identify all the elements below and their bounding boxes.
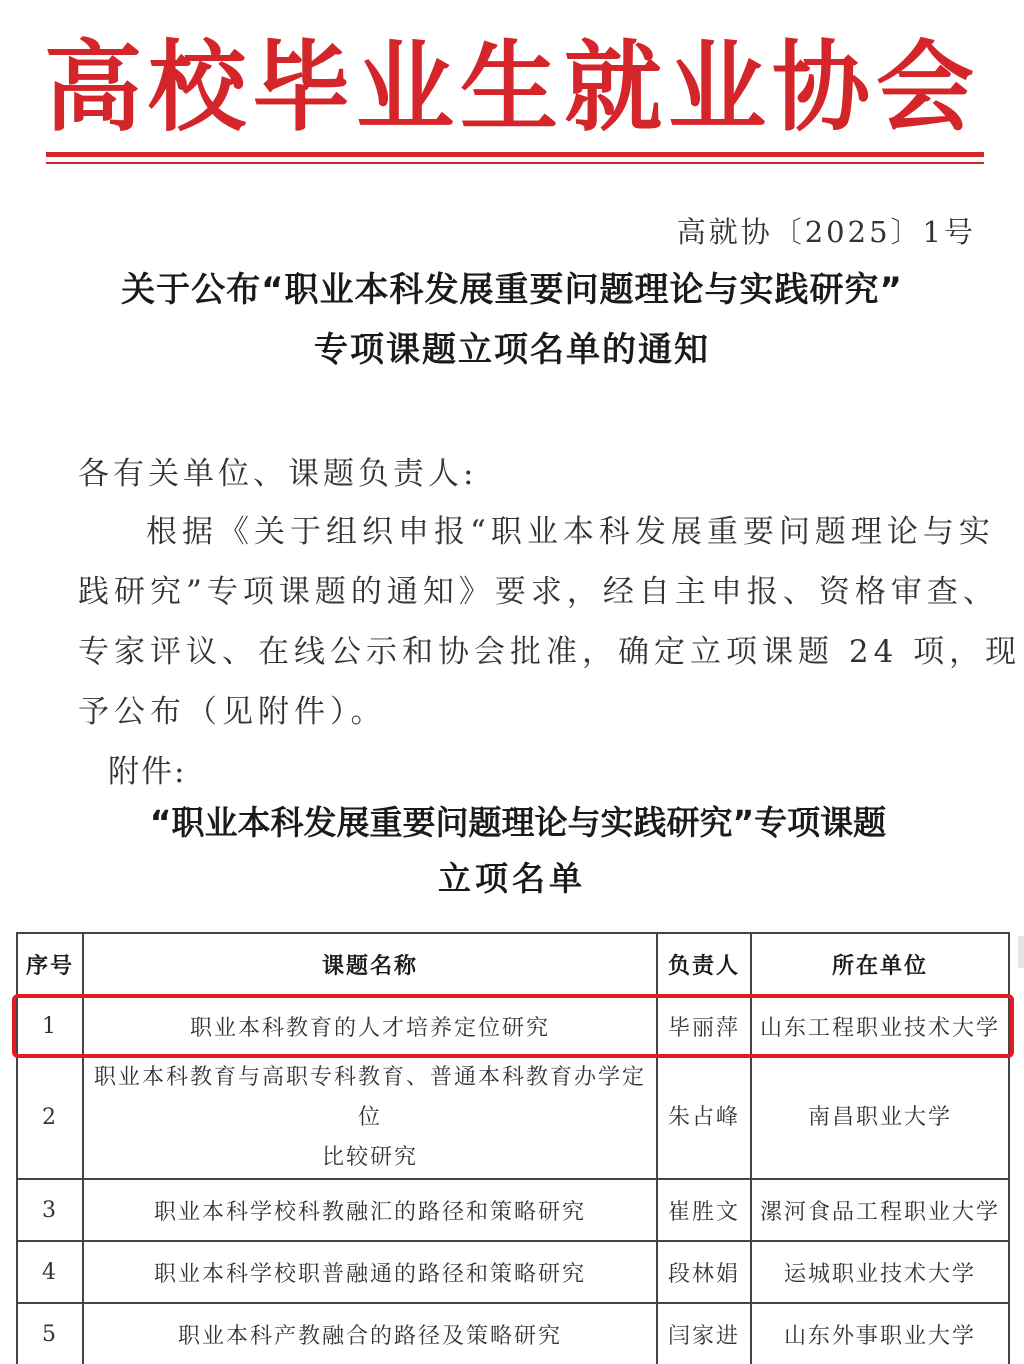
paragraph-line-1: 根据《关于组织申报“职业本科发展重要问题理论与实 <box>146 514 995 550</box>
row-name <box>83 1057 657 1179</box>
table-row <box>17 995 1009 1057</box>
paragraph-line-3: 专家评议、在线公示和协会批准，确定立项课题 24 项，现 <box>78 634 1022 670</box>
row-unit: 山东工程职业技术大学 <box>751 995 1009 1057</box>
org-name-header: 高校毕业生就业协会 <box>43 31 980 145</box>
row-unit: 漯河食品工程职业大学 <box>751 1179 1009 1241</box>
header-name: 课题名称 <box>83 933 657 995</box>
table-row <box>17 1179 1009 1241</box>
row-leader: 崔胜文 <box>657 1179 751 1241</box>
row-unit: 运城职业技术大学 <box>751 1241 1009 1303</box>
row-no: 4 <box>17 1241 83 1303</box>
row-unit: 南昌职业大学 <box>751 1057 1009 1179</box>
header-leader: 负责人 <box>657 933 751 995</box>
table-row <box>17 1303 1009 1364</box>
notice-title-line1: 关于公布“职业本科发展重要问题理论与实践研究” <box>121 270 903 310</box>
row-unit: 山东外事职业大学 <box>751 1303 1009 1364</box>
document-number: 高就协〔2025〕1号 <box>676 215 976 249</box>
header-red-rule-thin <box>46 162 984 164</box>
paragraph-line-4: 予公布（见附件）。 <box>78 694 387 730</box>
row-no: 5 <box>17 1303 83 1364</box>
table-row <box>17 1057 1009 1179</box>
row-name: 职业本科学校职普融通的路径和策略研究 <box>83 1241 657 1303</box>
row-leader: 毕丽萍 <box>657 995 751 1057</box>
row-name-line1: 职业本科教育与高职专科教育、普通本科教育办学定位 <box>93 1065 646 1130</box>
row-name: 职业本科教育的人才培养定位研究 <box>83 995 657 1057</box>
row-no: 3 <box>17 1179 83 1241</box>
notice-title-line2: 专项课题立项名单的通知 <box>314 330 710 370</box>
salutation: 各有关单位、课题负责人: <box>78 456 478 492</box>
row-leader: 闫家进 <box>657 1303 751 1364</box>
row-leader: 段林娟 <box>657 1241 751 1303</box>
list-title-line2: 立项名单 <box>438 859 586 898</box>
table-header-row <box>17 933 1009 995</box>
project-table <box>16 932 1010 1364</box>
page-edge-mark <box>1018 936 1024 968</box>
attachment-label: 附件: <box>108 754 187 790</box>
header-unit: 所在单位 <box>751 933 1009 995</box>
header-red-rule <box>46 152 984 157</box>
list-title-line1: “职业本科发展重要问题理论与实践研究”专项课题 <box>149 803 887 842</box>
row-no: 1 <box>17 995 83 1057</box>
table-row <box>17 1241 1009 1303</box>
header-no: 序号 <box>17 933 83 995</box>
row-name: 职业本科学校科教融汇的路径和策略研究 <box>83 1179 657 1241</box>
row-no: 2 <box>17 1057 83 1179</box>
row-name: 职业本科产教融合的路径及策略研究 <box>83 1303 657 1364</box>
row-leader: 朱占峰 <box>657 1057 751 1179</box>
row-name-line2: 比较研究 <box>321 1145 418 1170</box>
paragraph-line-2: 践研究”专项课题的通知》要求，经自主申报、资格审查、 <box>78 574 999 610</box>
